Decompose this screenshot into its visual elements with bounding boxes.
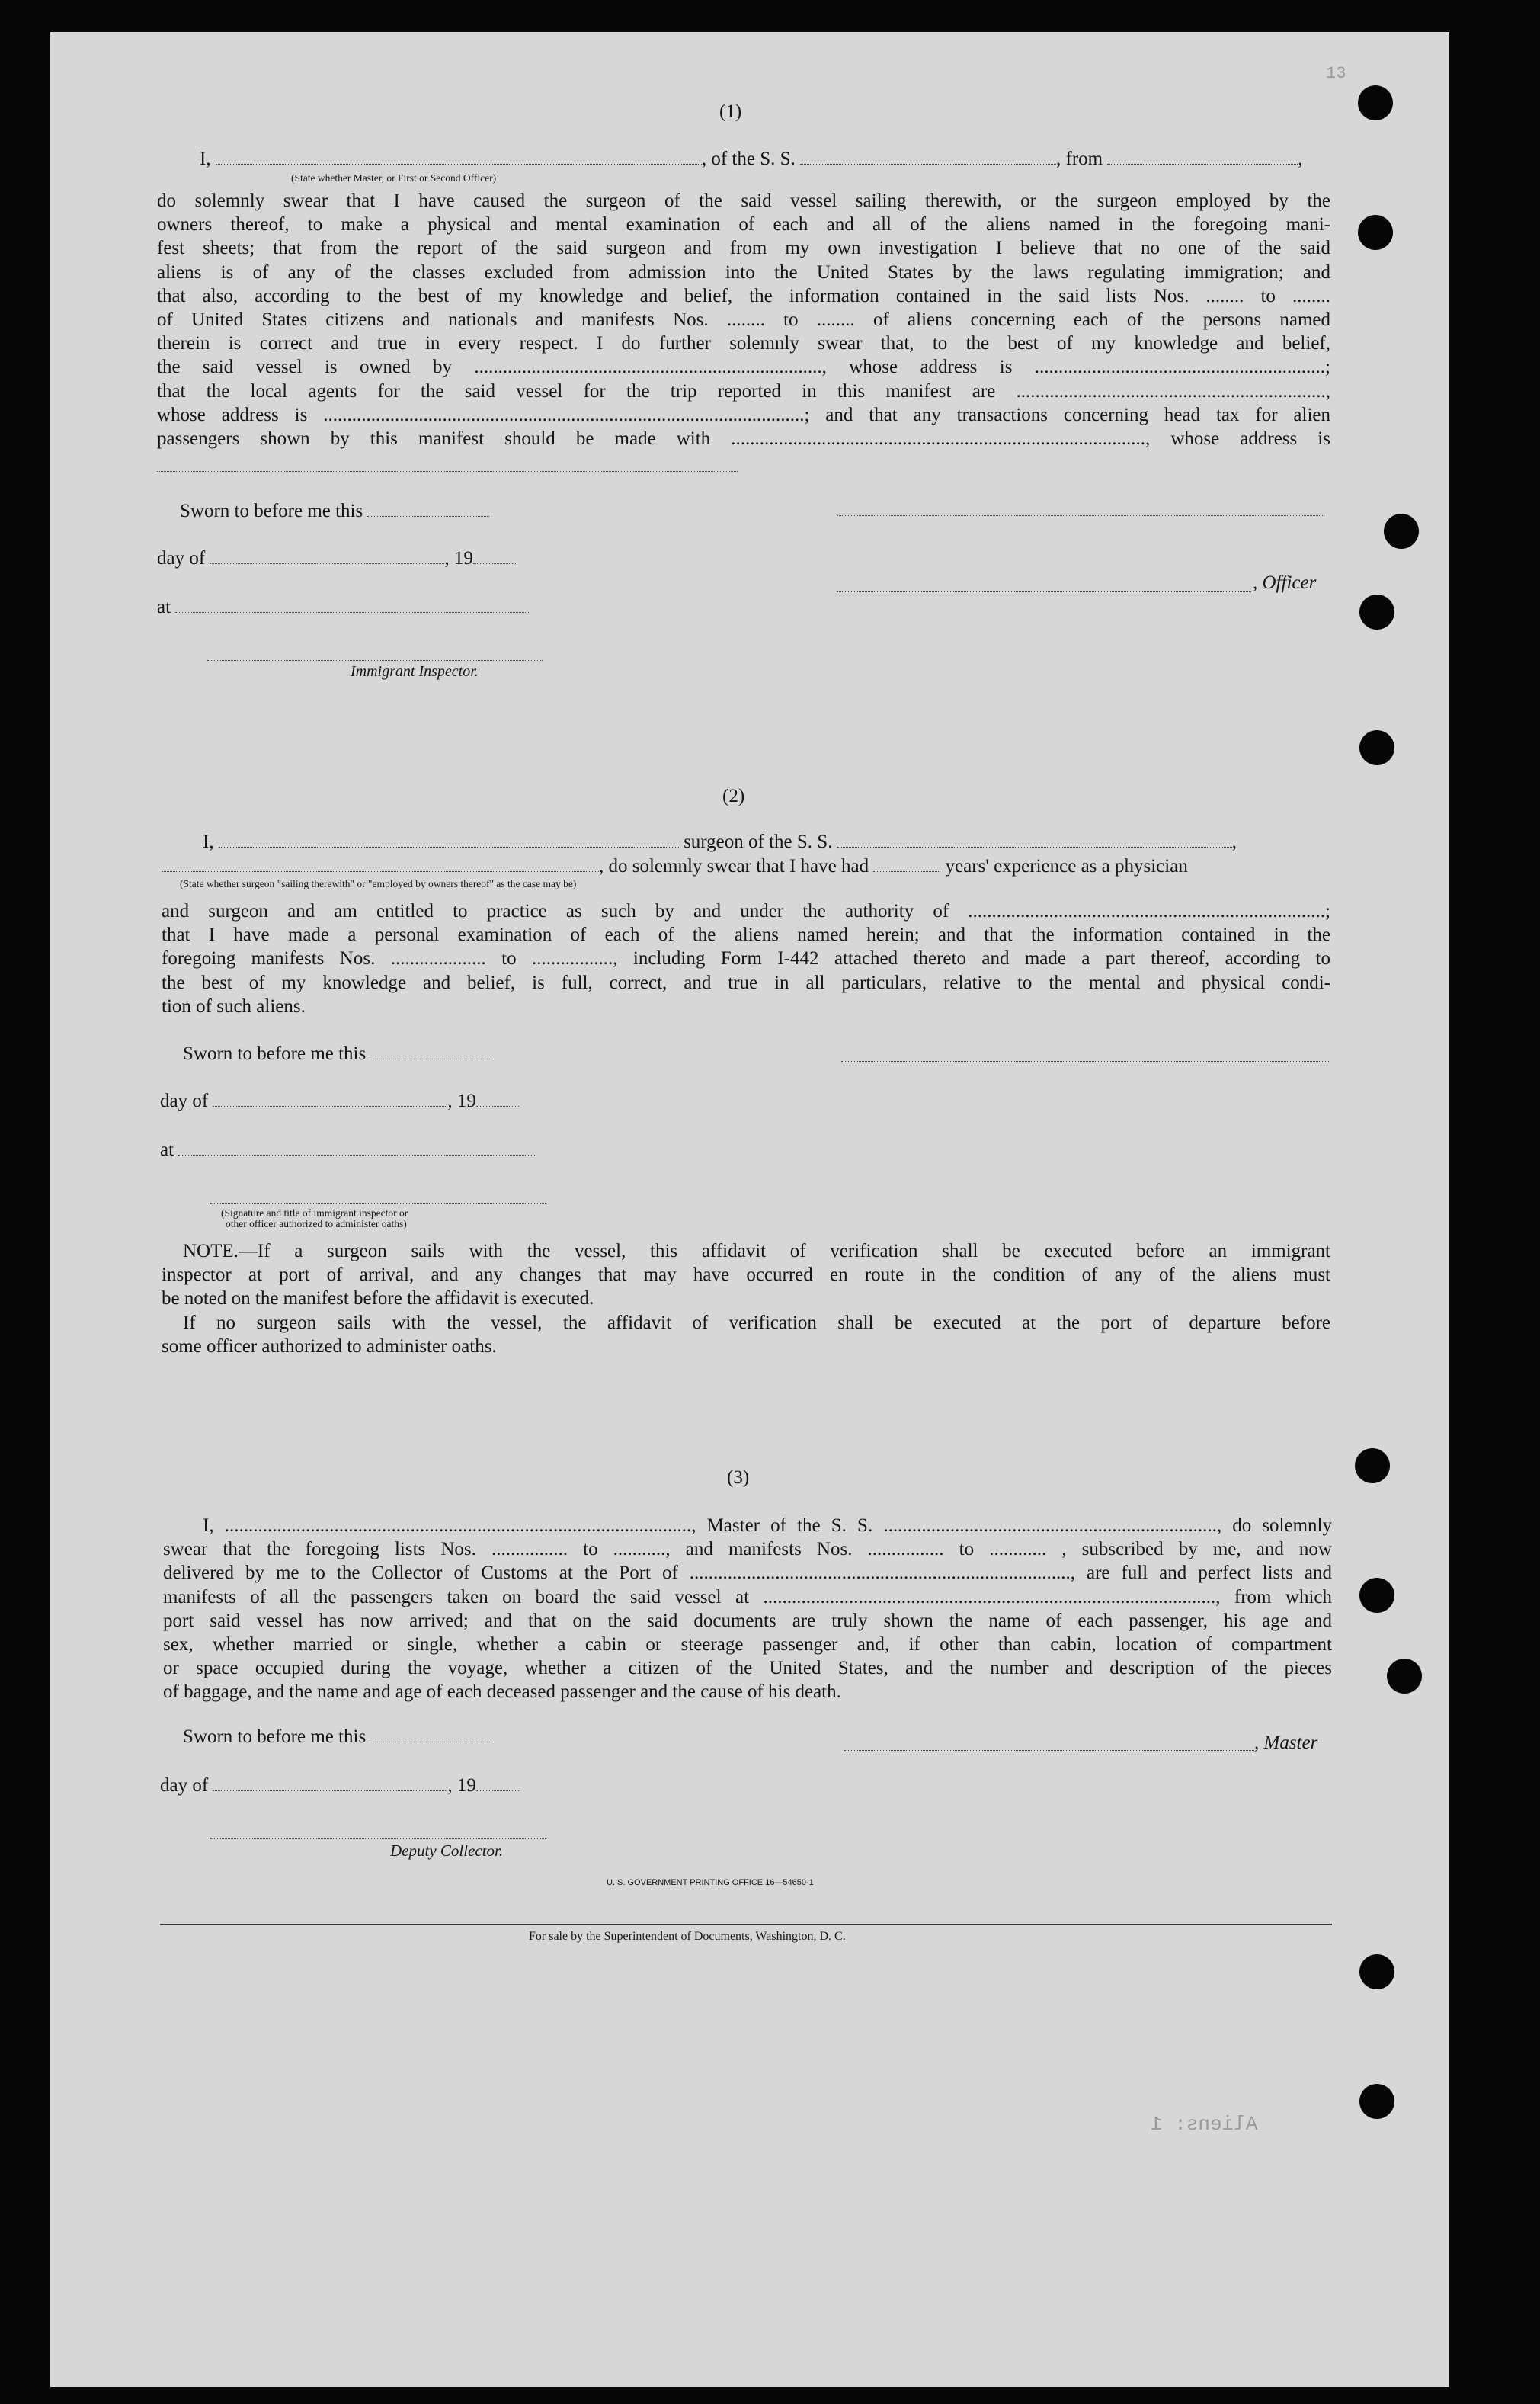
officer-name-field[interactable] [216, 149, 702, 165]
printing-office-line: U. S. GOVERNMENT PRINTING OFFICE 16—54650-1 [607, 1878, 814, 1887]
administering-officer-signature-line[interactable] [210, 1203, 546, 1204]
footer-rule [160, 1924, 1332, 1925]
punch-hole [1387, 1659, 1422, 1694]
section-2-line-1: I, surgeon of the S. S. , [203, 832, 1237, 852]
punch-hole [1359, 1578, 1394, 1613]
immigrant-inspector-label: Immigrant Inspector. [351, 663, 479, 680]
surgeon-signature-line[interactable] [841, 1061, 1329, 1062]
vessel-name-field[interactable] [800, 149, 1056, 165]
surgeon-note: (State whether surgeon "sailing therewith" or "employed by owners thereof" as the case may be) [180, 878, 577, 889]
month-field[interactable] [213, 1091, 447, 1107]
sworn-date-field[interactable] [370, 1726, 492, 1742]
day-of-line-1: day of , 19 [157, 547, 516, 570]
punch-hole [1358, 215, 1393, 250]
inspector-signature-line[interactable] [207, 660, 543, 661]
officer-title-line[interactable] [837, 591, 1251, 592]
sworn-line-2: Sworn to before me this [183, 1043, 492, 1066]
day-of-line-3: day of , 19 [160, 1774, 519, 1797]
punch-hole [1359, 2084, 1394, 2119]
at-place-field[interactable] [178, 1139, 536, 1156]
from-port-field[interactable] [1107, 149, 1298, 165]
bleed-through-number: 13 [1326, 64, 1346, 83]
at-line-1: at [157, 596, 529, 619]
punch-hole [1359, 730, 1394, 765]
section-2-line-2: , do solemnly swear that I have had years' experience as a physician [162, 855, 1188, 878]
punch-hole [1355, 1448, 1390, 1483]
years-experience-field[interactable] [873, 856, 940, 872]
section-3-number: (3) [727, 1467, 750, 1488]
surgeon-name-field[interactable] [219, 832, 679, 848]
section-3-text: I, .................................................................................................., Master of the S. S. ......................................................................, do solemnly swear that the foregoing lists Nos. ................ to ..........., and manifests Nos. ................ to ............ , subscribed by me, and now delivered by me to the Collector of Customs at the Port of ................................................................................, are full and perfect lists and manifests of all the passengers taken on board the said vessel at ..............................................................................................., from which port said vessel has now arrived; and that on the said documents are truly shown the name of each passenger, his age and sex, whether married or single, whether a cabin or steerage passenger and, if other than cabin, location of compartment or space occupied during the voyage, whether a citizen of the United States, and the number and description of the pieces of baggage, and the name and age of each deceased passenger and the cause of his death. [163, 1515, 1332, 1703]
signature-note-1: (Signature and title of immigrant inspector or [221, 1207, 408, 1219]
month-field[interactable] [210, 548, 444, 564]
at-line-2: at [160, 1139, 536, 1162]
deputy-collector-signature-line[interactable] [210, 1838, 546, 1839]
sworn-date-field[interactable] [367, 501, 489, 517]
punch-hole [1359, 595, 1394, 630]
surgeon-vessel-field[interactable] [837, 832, 1232, 848]
month-field[interactable] [213, 1775, 447, 1791]
year-field[interactable] [476, 1775, 519, 1791]
officer-label: , Officer [1253, 572, 1317, 593]
officer-note: (State whether Master, or First or Second Officer) [291, 172, 497, 184]
sworn-line-1: Sworn to before me this [180, 500, 489, 523]
year-field[interactable] [473, 548, 516, 564]
punch-hole [1359, 1954, 1394, 1989]
punch-hole [1358, 85, 1393, 120]
bleed-through-stamp: Aliens: 1 [1151, 2113, 1258, 2136]
section-2-text: and surgeon and am entitled to practice as such by and under the authority of ...........................................................................; that I have made a personal examination of each of the aliens named herein; and that the information contained in the foregoing manifests Nos. .................... to ................., including Form I-442 attached thereto and made a part thereof, according to the best of my knowledge and belief, is full, correct, and true in all particulars, relative to the mental and physical condi- tion of such aliens. [162, 901, 1330, 1017]
section-1-text: do solemnly swear that I have caused the surgeon of the said vessel sailing therewith, or the surgeon employed by the owners thereof, to make a physical and mental examination of each and all of the aliens named in the foregoing mani- fest sheets; that from the report of the said surgeon and from my own investigation I believe that no one of the said aliens is of any of the classes excluded from admission into the United States by the laws regulating immigration; and that also, according to the best of my knowledge and belief, the information contained in the said lists Nos. ........ to ........ of United States citizens and nationals and manifests Nos. ........ to ........ of aliens concerning each of the persons named therein is correct and true in every respect. I do further solemnly swear that, to the best of my knowledge and belief, the said vessel is owned by ........................................................................., whose address is .............................................................; that the local agents for the said vessel for the trip reported in this manifest are ................................................................., whose address is .....................................................................................................; and that any transactions concerning head tax for alien passengers shown by this manifest should be made with ......................................................................................., whose address is [157, 191, 1330, 449]
master-signature-line[interactable] [844, 1750, 1254, 1751]
punch-hole [1384, 514, 1419, 549]
day-of-line-2: day of , 19 [160, 1090, 519, 1113]
sworn-line-3: Sworn to before me this [183, 1726, 492, 1749]
sale-notice: For sale by the Superintendent of Documents, Washington, D. C. [529, 1930, 846, 1943]
signature-note-2: other officer authorized to administer oaths) [226, 1218, 407, 1229]
section-1-number: (1) [719, 101, 742, 122]
surgeon-status-field[interactable] [162, 856, 599, 872]
address-continuation-line[interactable] [157, 471, 738, 472]
officer-signature-line[interactable] [837, 515, 1324, 516]
deputy-collector-label: Deputy Collector. [390, 1841, 504, 1860]
at-place-field[interactable] [175, 597, 529, 613]
surgeon-note-paragraph: NOTE.—If a surgeon sails with the vessel, this affidavit of verification shall be executed before an immigrant inspector at port of arrival, and any changes that may have occurred en route in the condition of any of the aliens must be noted on the manifest before the affidavit is executed. If no surgeon sails with the vessel, the affidavit of verification shall be executed at the port of departure before some officer authorized to administer oaths. [162, 1241, 1330, 1357]
master-label: , Master [1254, 1732, 1318, 1753]
year-field[interactable] [476, 1091, 519, 1107]
section-2-number: (2) [722, 786, 745, 806]
section-1-line-1: I, , of the S. S. , from , [200, 149, 1303, 169]
sworn-date-field[interactable] [370, 1043, 492, 1059]
